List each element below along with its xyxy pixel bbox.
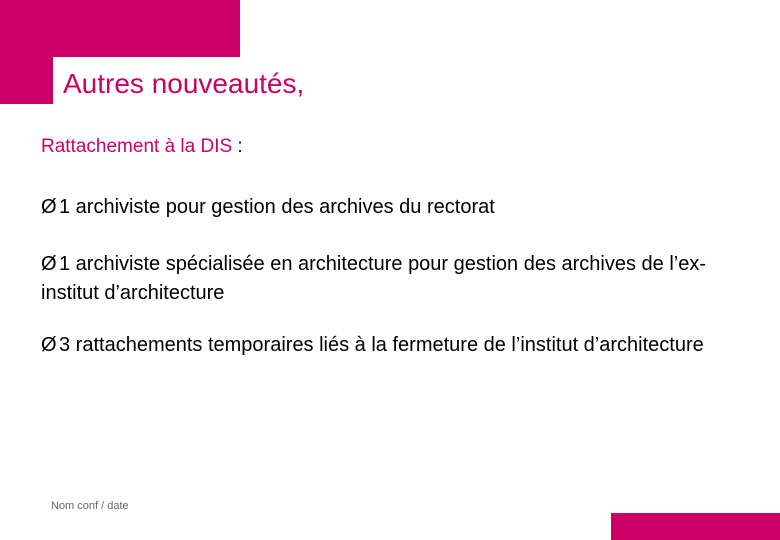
arrow-bullet-icon: Ø	[41, 253, 57, 275]
section-heading	[41, 134, 243, 160]
bullet-text: 1 archiviste pour gestion des archives du rectorat	[59, 196, 495, 218]
footer-text: Nom conf / date	[51, 500, 129, 512]
bullet-item	[41, 193, 751, 222]
bullet-item	[41, 331, 751, 360]
arrow-bullet-icon: Ø	[41, 196, 57, 218]
slide-title: Autres nouveautés,	[63, 68, 305, 99]
brand-block-top	[0, 0, 240, 57]
brand-block-bottom	[611, 513, 780, 540]
arrow-bullet-icon: Ø	[41, 334, 57, 356]
bullet-text: 3 rattachements temporaires liés à la fermeture de l’institut d’architecture	[59, 334, 704, 356]
section-heading-text: Rattachement à la DIS	[41, 136, 233, 157]
section-heading-colon: :	[232, 136, 243, 157]
brand-block-left	[0, 57, 53, 104]
bullet-text: 1 archiviste spécialisée en architecture pour gestion des archives de l’ex-institut d’architecture	[41, 253, 707, 304]
bullet-item	[41, 250, 751, 308]
